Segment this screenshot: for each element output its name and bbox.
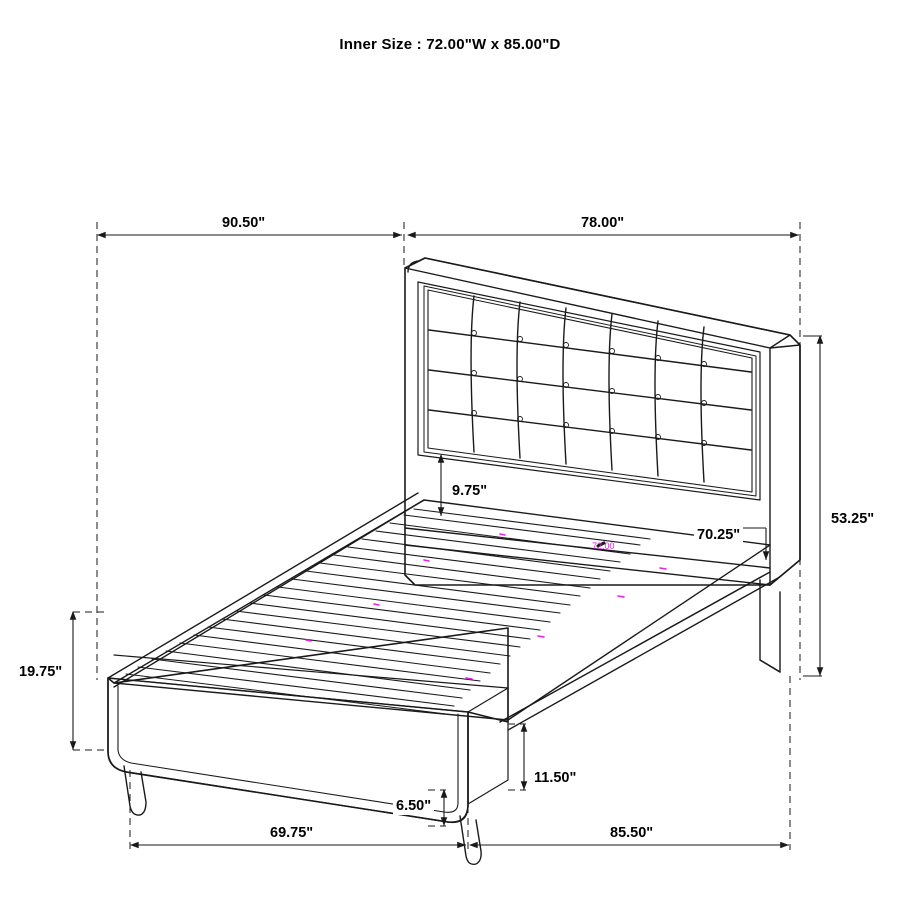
dimension-label-bottom-right: 85.50": [607, 825, 656, 842]
dimension-label-deck-height: 11.50": [531, 770, 579, 787]
dimension-label-top-right: 78.00": [578, 215, 627, 232]
dimension-label-footboard-height: 19.75": [16, 664, 65, 681]
page-title: Inner Size : 72.00"W x 85.00"D: [339, 36, 561, 53]
dimension-label-bottom-left: 69.75": [267, 825, 316, 842]
dimension-label-interior-width: 70.25": [694, 527, 743, 544]
dimension-label-headboard-height: 53.25": [828, 511, 877, 528]
svg-text:72.00: 72.00: [592, 541, 615, 551]
dimension-label-leg-height: 6.50": [393, 798, 434, 815]
dimension-label-top-left: 90.50": [219, 215, 268, 232]
dimension-label-headboard-gap: 9.75": [449, 483, 490, 500]
